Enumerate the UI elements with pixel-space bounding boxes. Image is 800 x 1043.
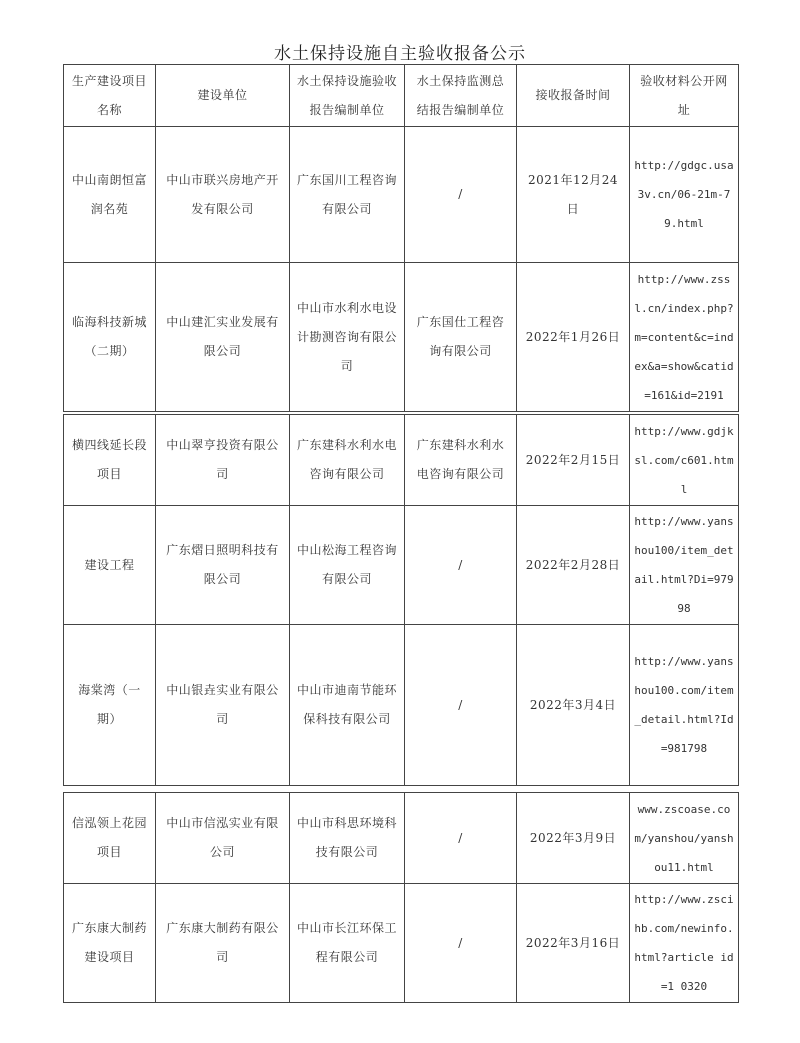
receive-time: 2021年12月24日 (517, 127, 630, 263)
report-table-part-2 (63, 414, 739, 786)
builder-name: 中山翠亨投资有限公司 (156, 415, 290, 506)
public-url-link[interactable]: http://www.yanshou100/item_detail.html?Di=97998 (630, 506, 739, 625)
builder-name: 中山建汇实业发展有限公司 (156, 263, 290, 412)
table-row (64, 625, 739, 786)
page-title: 水土保持设施自主验收报备公示 (274, 44, 526, 64)
report-table-part-3 (63, 792, 739, 1003)
receive-time: 2022年2月28日 (517, 506, 630, 625)
builder-name: 广东熠日照明科技有限公司 (156, 506, 290, 625)
project-name: 横四线延长段项目 (64, 415, 156, 506)
public-url-link[interactable]: http://www.gdjksl.com/c601.html (630, 415, 739, 506)
project-name: 临海科技新城（二期） (64, 263, 156, 412)
receive-time: 2022年2月15日 (517, 415, 630, 506)
table-row (64, 793, 739, 884)
report-unit: 中山市水利水电设计勘测咨询有限公司 (290, 263, 405, 412)
project-name: 广东康大制药建设项目 (64, 884, 156, 1003)
project-name: 建设工程 (64, 506, 156, 625)
project-name: 海棠湾（一期） (64, 625, 156, 786)
table-header-row (64, 65, 739, 127)
receive-time: 2022年1月26日 (517, 263, 630, 412)
receive-time: 2022年3月16日 (517, 884, 630, 1003)
public-url-link[interactable]: http://gdgc.usa3v.cn/06-21m-79.html (630, 127, 739, 263)
public-url-link[interactable]: http://www.zscihb.com/newinfo.html?article id=1 0320 (630, 884, 739, 1003)
report-unit: 中山松海工程咨询有限公司 (290, 506, 405, 625)
table-row (64, 127, 739, 263)
monitor-unit: / (405, 506, 517, 625)
table-row (64, 506, 739, 625)
report-table-part-1 (63, 64, 739, 412)
public-url-link[interactable]: http://www.yanshou100.com/item_detail.html?Id=981798 (630, 625, 739, 786)
report-unit: 广东国川工程咨询有限公司 (290, 127, 405, 263)
header-project: 生产建设项目名称 (64, 65, 156, 127)
builder-name: 中山银垚实业有限公司 (156, 625, 290, 786)
project-name: 信泓领上花园项目 (64, 793, 156, 884)
public-url-link[interactable]: www.zscoase.com/yanshou/yanshou11.html (630, 793, 739, 884)
table-row (64, 884, 739, 1003)
project-name: 中山南朗恒富润名苑 (64, 127, 156, 263)
builder-name: 中山市联兴房地产开发有限公司 (156, 127, 290, 263)
report-unit: 中山市长江环保工程有限公司 (290, 884, 405, 1003)
builder-name: 中山市信泓实业有限公司 (156, 793, 290, 884)
monitor-unit: / (405, 625, 517, 786)
monitor-unit: 广东国仕工程咨询有限公司 (405, 263, 517, 412)
table-row (64, 415, 739, 506)
monitor-unit: / (405, 793, 517, 884)
receive-time: 2022年3月9日 (517, 793, 630, 884)
report-unit: 中山市迪南节能环保科技有限公司 (290, 625, 405, 786)
monitor-unit: 广东建科水利水电咨询有限公司 (405, 415, 517, 506)
public-url-link[interactable]: http://www.zssl.cn/index.php?m=content&c=index&a=show&catid=161&id=2191 (630, 263, 739, 412)
header-receive-time: 接收报备时间 (517, 65, 630, 127)
builder-name: 广东康大制药有限公司 (156, 884, 290, 1003)
receive-time: 2022年3月4日 (517, 625, 630, 786)
header-builder: 建设单位 (156, 65, 290, 127)
monitor-unit: / (405, 884, 517, 1003)
header-report-unit: 水土保持设施验收报告编制单位 (290, 65, 405, 127)
header-monitor-unit: 水土保持监测总结报告编制单位 (405, 65, 517, 127)
header-url: 验收材料公开网址 (630, 65, 739, 127)
report-unit: 广东建科水利水电咨询有限公司 (290, 415, 405, 506)
monitor-unit: / (405, 127, 517, 263)
report-unit: 中山市科思环境科技有限公司 (290, 793, 405, 884)
table-row (64, 263, 739, 412)
